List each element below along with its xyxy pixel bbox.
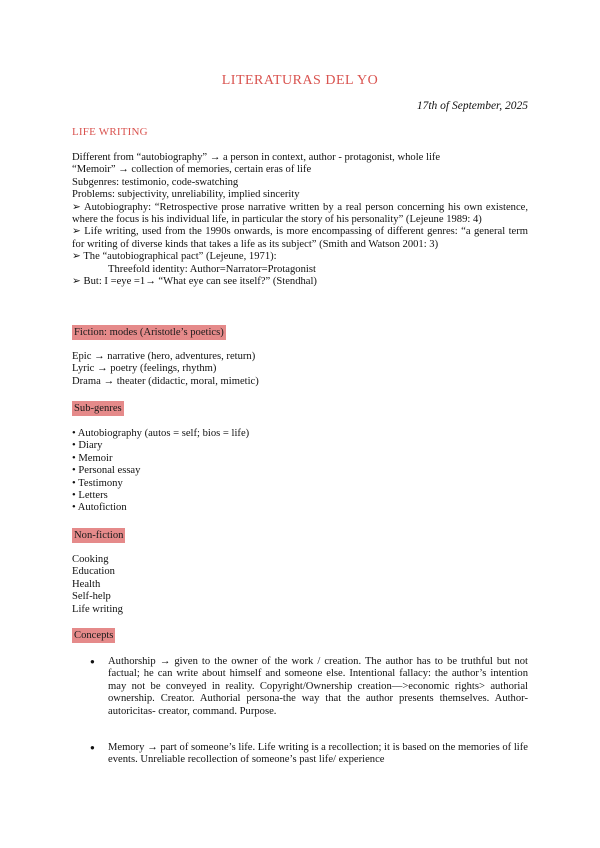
list-item: • Memoir: [72, 452, 113, 464]
list-item: Cooking: [72, 554, 109, 565]
text-line: ➢ But: I =eye =1→ “What eye can see itself?” (Stendhal): [72, 276, 317, 288]
text-line: Different from “autobiography” → a person in context, author - protagonist, whole life: [72, 152, 441, 163]
document-title: LITERATURAS DEL YO: [221, 73, 379, 88]
bullet-icon: ●: [90, 743, 95, 752]
list-item: • Diary: [72, 440, 103, 452]
list-item: Drama → theater (didactic, moral, mimetic): [72, 375, 259, 387]
text-line: “Memoir” → collection of memories, certain eras of life: [72, 164, 312, 176]
document-date: 17th of September, 2025: [416, 100, 528, 112]
life-writing-body: [72, 152, 528, 288]
life-writing-heading: LIFE WRITING: [72, 126, 148, 138]
text-line: Threefold identity: Author=Narrator=Protagonist: [108, 263, 316, 275]
list-item: • Testimony: [72, 477, 123, 489]
concept-item-authorship: [90, 656, 528, 718]
list-item: • Letters: [72, 490, 108, 502]
list-item: Life writing: [72, 603, 123, 615]
list-item: Lyric → poetry (feelings, rhythm): [72, 363, 217, 375]
concept-text: Authorship → given to the owner of the work / creation. The author has to be truthful but not factual; he can write about himself and someone else. Intentional fallacy: the author’s intention may not be conveyed in reality. Copyright/Ownership creation—>economic rights> authorial ownership. Creator. Authorial persona-the way that the author presents themselves. Author-autoricitas- creator, command. Purpose.: [108, 656, 528, 717]
concept-text: Memory → part of someone’s life. Life writing is a recollection; it is based on the memories of life events. Unreliable recollection of someone’s past life/ experience: [108, 742, 528, 766]
text-line: ➢ The “autobiographical pact” (Lejeune, 1971):: [72, 251, 277, 263]
list-item: • Personal essay: [72, 465, 141, 477]
text-paragraph: ➢ Life writing, used from the 1990s onwards, is more encompassing of different genres: “a general term for writing of diverse kinds that takes a life as its subject” (Smith and Watson 2001: 3): [72, 226, 528, 250]
text-paragraph: ➢ Autobiography: “Retrospective prose narrative written by a real person concerning his own existence, where the focus is his individual life, in particular the story of his personality” (Lejeune 1989: 4): [72, 201, 528, 226]
text-line: Problems: subjectivity, unreliability, implied sincerity: [72, 189, 300, 201]
list-item: • Autobiography (autos = self; bios = life): [72, 428, 250, 439]
subgenres-list: [72, 428, 528, 515]
subgenres-heading: Sub-genres: [74, 403, 122, 414]
concepts-heading: Concepts: [74, 630, 114, 641]
fiction-list: [72, 351, 528, 388]
concept-item-memory: [90, 742, 528, 767]
list-item: Epic → narrative (hero, adventures, return): [72, 351, 256, 362]
list-item: • Autofiction: [72, 502, 127, 514]
bullet-icon: ●: [90, 657, 95, 666]
text-line: Subgenres: testimonio, code-swatching: [72, 176, 239, 188]
nonfiction-list: [72, 554, 528, 616]
list-item: Education: [72, 566, 115, 578]
fiction-heading: Fiction: modes (Aristotle’s poetics): [74, 327, 224, 338]
nonfiction-heading: Non-fiction: [74, 530, 124, 541]
list-item: Self-help: [72, 591, 111, 603]
list-item: Health: [72, 578, 101, 590]
